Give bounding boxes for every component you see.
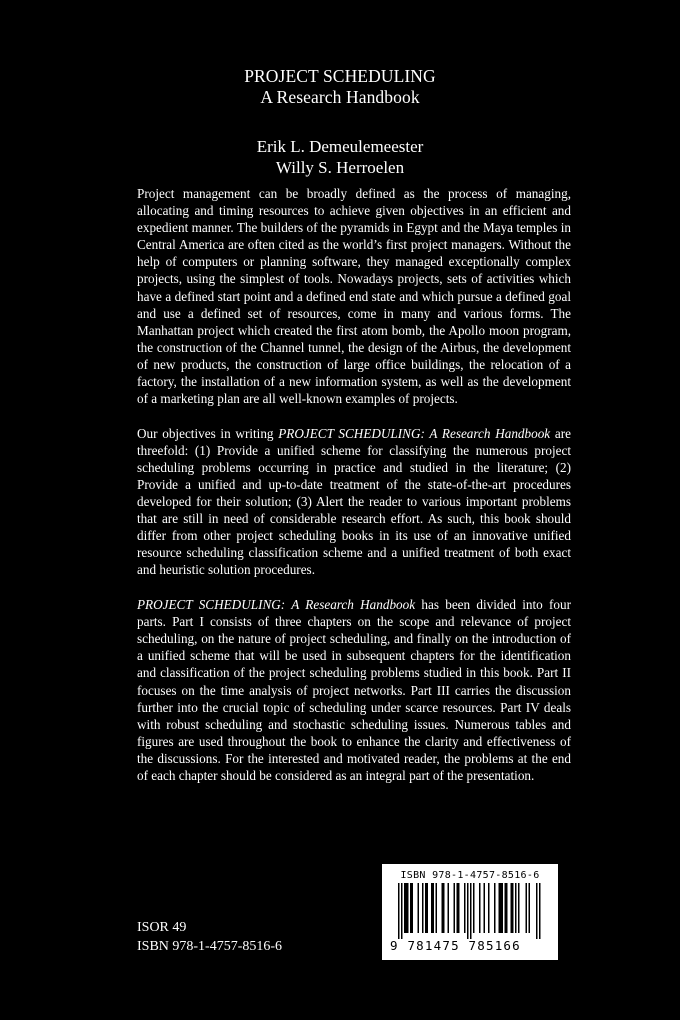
blurb-paragraph-1: Project management can be broadly defined as the process of managing, allocating and timing resources to achieve given objectives in an efficient and expedient manner. The builders of the pyramids in Egypt and the Maya temples in Central America are often cited as the world’s first project managers. Without the help of computers or planning software, they managed exceptionally complex projects, using the simplest of tools. Nowadays projects, sets of activities which have a defined start point and a defined end state and which pursue a defined goal and use a defined set of resources, come in many and various forms. The Manhattan project which created the first atom bomb, the Apollo moon program, the construction of the Channel tunnel, the design of the Airbus, the development of new products, the construction of large office buildings, the relocation of a factory, the installation of a new information system, as well as the development of a marketing plan are all well-known examples of projects. [137, 186, 571, 407]
barcode-bar [529, 883, 531, 933]
barcode-bar [499, 883, 501, 933]
barcode-bar [433, 883, 435, 933]
barcode-bar [515, 883, 517, 933]
barcode-bar [512, 883, 514, 933]
barcode-bar [505, 883, 507, 933]
barcode-guard-bar [536, 883, 538, 939]
barcode-bar [442, 883, 444, 933]
barcode-bar [484, 883, 486, 933]
barcode-box [382, 864, 558, 960]
blurb-text: are threefold: (1) Provide a unified scheme for classifying the numerous project scheduling problems occurring in practice and studied in the literature; (2) Provide a unified and up-to-date treatment of the state-of-the-art procedures developed for their solution; (3) Alert the reader to various important problems that are still in need of considerable research effort. As such, this book should differ from other project scheduling books in its use of an innovative unified resource scheduling classification scheme and a unified treatment of both exact and heuristic solution procedures. [137, 425, 571, 578]
blurb-paragraph-2 [137, 425, 571, 579]
barcode-bar [410, 883, 412, 933]
barcode-guard-bar [467, 883, 469, 939]
barcode-bar [488, 883, 490, 933]
barcode-bar [422, 883, 424, 933]
barcode-bar [427, 883, 429, 933]
barcode-bar [506, 883, 508, 933]
barcode-bar [500, 883, 502, 933]
barcode-bar [454, 883, 456, 933]
barcode-guard-bar [470, 883, 472, 939]
barcode-bar [511, 883, 513, 933]
barcode-bar [431, 883, 433, 933]
barcode-bar [407, 883, 409, 933]
barcode-bar [518, 883, 520, 933]
barcode-bar [479, 883, 481, 933]
barcode-bar [406, 883, 408, 933]
book-title-italic: PROJECT SCHEDULING: A Research Handbook [137, 597, 416, 613]
barcode-guard-bar [401, 883, 403, 939]
barcode-bar [436, 883, 438, 933]
author-list [0, 136, 680, 178]
barcode-bar [473, 883, 475, 933]
barcode-bar [425, 883, 427, 933]
barcode-digits: 9 781475 785166 [390, 938, 521, 953]
barcode-bars [390, 883, 550, 939]
blurb-paragraph-3 [137, 596, 571, 784]
blurb-text: has been divided into four parts. Part I consists of three chapters on the scope and relevance of project scheduling, on the nature of project scheduling, and finally on the introduction of a unified scheme that will be used in subsequent chapters for the identification and classification of the project scheduling problems studied in this book. Part II focuses on the time analysis of project networks. Part III carries the discussion further into the crucial topic of scheduling under scarce resources. Part IV deals with robust scheduling and stochastic scheduling issues. Numerous tables and figures are used throughout the book to enhance the clarity and effectiveness of the discussions. For the interested and motivated reader, the problems at the end of each chapter should be considered as an integral part of the presentation. [137, 597, 571, 783]
barcode-bar [458, 883, 460, 933]
barcode-bar [502, 883, 504, 933]
author-name: Willy S. Herroelen [275, 158, 405, 177]
barcode-bar [448, 883, 450, 933]
blurb [137, 185, 571, 802]
title-block [0, 66, 680, 108]
series-info [137, 918, 282, 956]
book-subtitle: A Research Handbook [260, 87, 420, 107]
book-title-italic: PROJECT SCHEDULING: A Research Handbook [278, 425, 551, 441]
barcode-bar [443, 883, 445, 933]
barcode-bar [404, 883, 406, 933]
barcode-bar [494, 883, 496, 933]
author-name: Erik L. Demeulemeester [256, 137, 424, 156]
barcode-guard-bar [398, 883, 400, 939]
book-title: PROJECT SCHEDULING [244, 66, 436, 86]
barcode-bar [457, 883, 459, 933]
barcode-bar [464, 883, 466, 933]
blurb-text: Our objectives in writing [137, 425, 279, 441]
series-number: ISOR 49 [137, 920, 187, 935]
isbn-text: ISBN 978-1-4757-8516-6 [137, 939, 283, 954]
barcode-bar [418, 883, 420, 933]
barcode-bar [526, 883, 528, 933]
barcode-guard-bar [539, 883, 541, 939]
barcode-bar [412, 883, 414, 933]
barcode-isbn-label: ISBN 978-1-4757-8516-6 [400, 870, 540, 881]
